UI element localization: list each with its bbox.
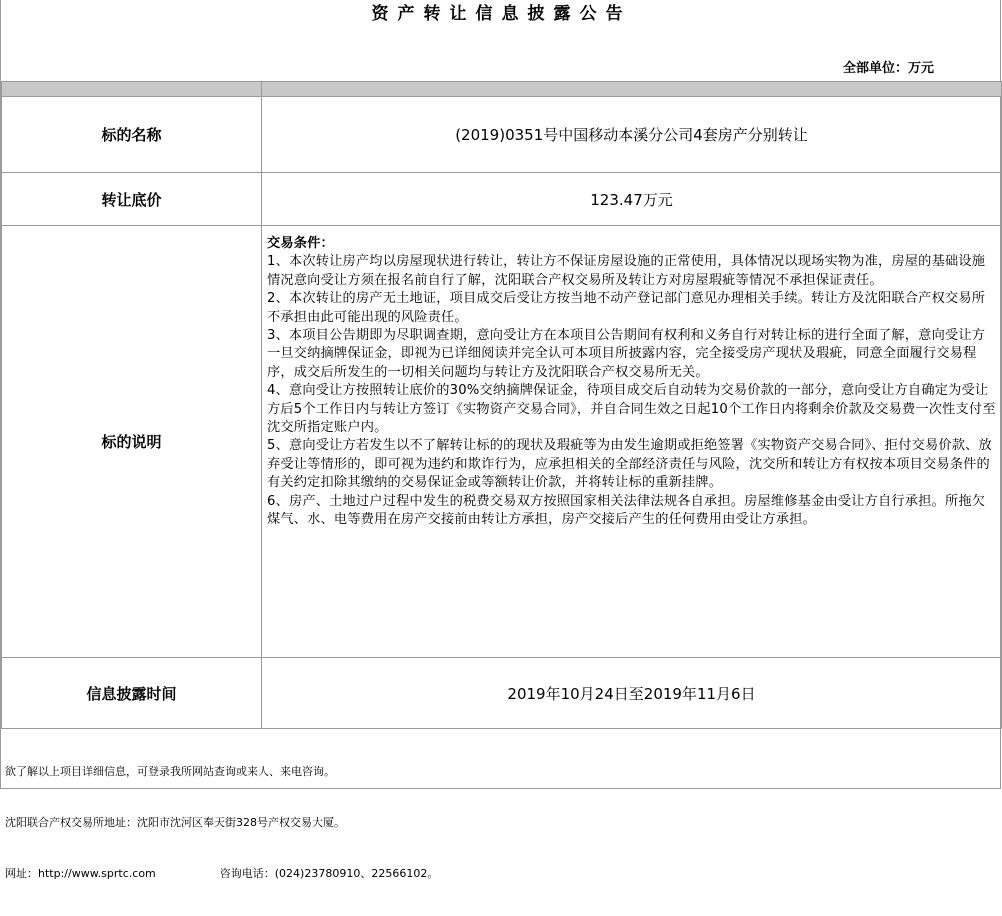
condition-paragraph-6: 6、房产、土地过户过程中发生的税费交易双方按照国家相关法律法规各自承担。房屋维修基金由受让方自行承担。所拖欠煤气、水、电等费用在房产交接前由转让方承担，房产交接后产生的任何费用由受让方承担。 — [267, 493, 986, 528]
condition-paragraph-4: 4、意向受让方按照转让底价的30%交纳摘牌保证金，待项目成交后自动转为交易价款的一部分，意向受让方自确定为受让方后5个工作日内与转让方签订《实物资产交易合同》，并自合同生效之日起10个工作日内将剩余价款及交易费一次性支付至沈交所指定账户内。 — [267, 383, 996, 436]
footer-line-inquiry: 欲了解以上项目详细信息，可登录我所网站查询或来人、来电咨询。 — [5, 765, 335, 778]
footer-phone: 咨询电话：(024)23780910、22566102。 — [219, 867, 439, 880]
row-label-price: 转让底价 — [2, 173, 262, 226]
table-header-row — [2, 82, 1002, 97]
header-cell-right — [262, 82, 1002, 97]
conditions-heading: 交易条件： — [267, 236, 334, 251]
footer-website: 网址：http://www.sprtc.com — [5, 867, 156, 880]
row-value-name: (2019)0351号中国移动本溪分公司4套房产分别转让 — [262, 97, 1002, 173]
row-value-price: 123.47万元 — [262, 173, 1002, 226]
table-row-time — [2, 658, 1002, 729]
footer-line-address: 沈阳联合产权交易所地址：沈阳市沈河区奉天街328号产权交易大厦。 — [5, 816, 345, 829]
condition-paragraph-2: 2、本次转让的房产无土地证，项目成交后受让方按当地不动产登记部门意见办理相关手续。转让方及沈阳联合产权交易所不承担由此可能出现的风险责任。 — [267, 291, 986, 325]
row-value-description — [262, 226, 1002, 658]
page-title: 资产转让信息披露公告 — [371, 4, 632, 24]
condition-paragraph-1: 1、本次转让房产均以房屋现状进行转让，转让方不保证房屋设施的正常使用，具体情况以现场实物为准，房屋的基础设施情况意向受让方须在报名前自行了解，沈阳联合产权交易所及转让方对房屋瑕疵等情况不承担保证责任。 — [267, 254, 986, 288]
unit-note: 全部单位：万元 — [842, 61, 934, 76]
row-label-time: 信息披露时间 — [2, 658, 262, 729]
info-table — [1, 81, 1002, 729]
row-label-description: 标的说明 — [2, 226, 262, 658]
table-row-description — [2, 226, 1002, 658]
footer-line-contact — [5, 865, 438, 882]
footer-info — [5, 729, 438, 916]
table-row-price — [2, 173, 1002, 226]
condition-paragraph-5: 5、意向受让方若发生以不了解转让标的的现状及瑕疵等为由发生逾期或拒绝签署《实物资产交易合同》、拒付交易价款、放弃受让等情形的，即可视为违约和欺诈行为，应承担相关的全部经济责任与风险，沈交所和转让方有权按本项目交易条件的有关约定扣除其缴纳的交易保证金或等额转让价款，并将转让标的重新挂牌。 — [267, 438, 992, 491]
header-cell-left — [2, 82, 262, 97]
row-label-name: 标的名称 — [2, 97, 262, 173]
table-row-name — [2, 97, 1002, 173]
condition-paragraph-3: 3、本项目公告期即为尽职调查期，意向受让方在本项目公告期间有权利和义务自行对转让标的进行全面了解，意向受让方一旦交纳摘牌保证金，即视为已详细阅读并完全认可本项目所披露内容，完全接受房产现状及瑕疵，同意全面履行交易程序，成交后所发生的一切相关问题均与转让方及沈阳联合产权交易所无关。 — [267, 328, 986, 380]
row-value-time: 2019年10月24日至2019年11月6日 — [262, 658, 1002, 729]
